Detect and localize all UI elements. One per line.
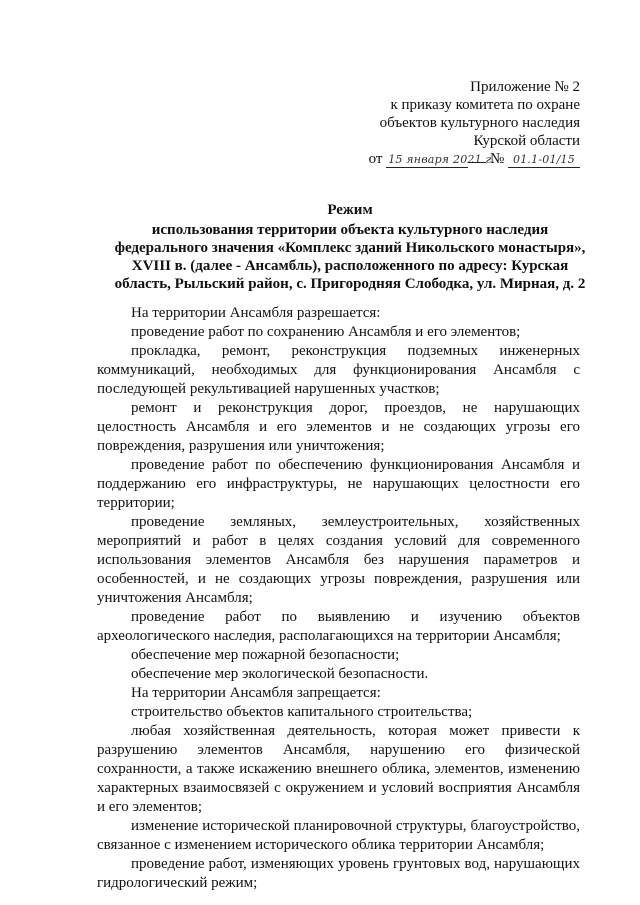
document-body xyxy=(97,304,580,893)
title-line: использования территории объекта культурного наследия xyxy=(151,222,549,238)
body-paragraph: проведение работ по обеспечению функционирования Ансамбля и поддержанию его инфраструктуры, не нарушающих целостности его территории; xyxy=(97,457,580,511)
appendix-region: Курской области xyxy=(473,133,580,149)
handwritten-number: 01.1-01/15 xyxy=(508,153,580,168)
appendix-number: Приложение № 2 xyxy=(470,79,580,95)
title-heading: Режим xyxy=(327,202,373,218)
appendix-order-ref: к приказу комитета по охране xyxy=(390,97,580,113)
appendix-date-line xyxy=(369,151,580,167)
body-paragraph: прокладка, ремонт, реконструкция подземных инженерных коммуникаций, необходимых для функционирования Ансамбля с последующей рекультивацией нарушенных участков; xyxy=(97,343,580,397)
body-paragraph: проведение земляных, землеустроительных, хозяйственных мероприятий и работ в целях создания условий для современного использования элементов Ансамбля без нарушения параметров и особенностей, и не создающих угрозы повреждения, разрушения или уничтожения Ансамбля; xyxy=(97,514,580,606)
document-title xyxy=(100,201,600,293)
appendix-header xyxy=(340,78,580,168)
handwritten-date: 15 января 2021 г. xyxy=(388,153,495,166)
title-line: федерального значения «Комплекс зданий Никольского монастыря», xyxy=(114,240,586,256)
body-paragraph: любая хозяйственная деятельность, которая может привести к разрушению элементов Ансамбля, нарушению его физической сохранности, а также искажению внешнего облика, элементов, изменению характерных взаимосвязей с окружением и условий восприятия Ансамбля и его элементов; xyxy=(97,723,580,815)
body-paragraph: обеспечение мер пожарной безопасности; xyxy=(131,647,400,663)
body-paragraph: ремонт и реконструкция дорог, проездов, не нарушающих целостность Ансамбля и его элементов и не создающих угрозы его повреждения, разрушения или уничтожения; xyxy=(97,400,580,454)
body-paragraph: проведение работ по сохранению Ансамбля и его элементов; xyxy=(131,324,521,340)
body-paragraph: На территории Ансамбля запрещается: xyxy=(131,685,381,701)
body-paragraph: На территории Ансамбля разрешается: xyxy=(131,305,381,321)
date-underline xyxy=(468,150,486,163)
body-paragraph: проведение работ, изменяющих уровень грунтовых вод, нарушающих гидрологический режим; xyxy=(97,856,580,891)
appendix-committee: объектов культурного наследия xyxy=(379,115,580,131)
body-paragraph: обеспечение мер экологической безопасности. xyxy=(131,666,429,682)
date-prefix: от xyxy=(368,151,383,167)
title-line: область, Рыльский район, с. Пригородняя Слободка, ул. Мирная, д. 2 xyxy=(114,276,586,292)
title-line: XVIII в. (далее - Ансамбль), расположенного по адресу: Курская xyxy=(131,258,569,274)
body-paragraph: строительство объектов капитального строительства; xyxy=(131,704,473,720)
body-paragraph: проведение работ по выявлению и изучению объектов археологического наследия, располагающихся на территории Ансамбля; xyxy=(97,609,580,644)
body-paragraph: изменение исторической планировочной структуры, благоустройство, связанное с изменением исторического облика территории Ансамбля; xyxy=(97,818,580,853)
number-prefix: № xyxy=(489,151,505,167)
